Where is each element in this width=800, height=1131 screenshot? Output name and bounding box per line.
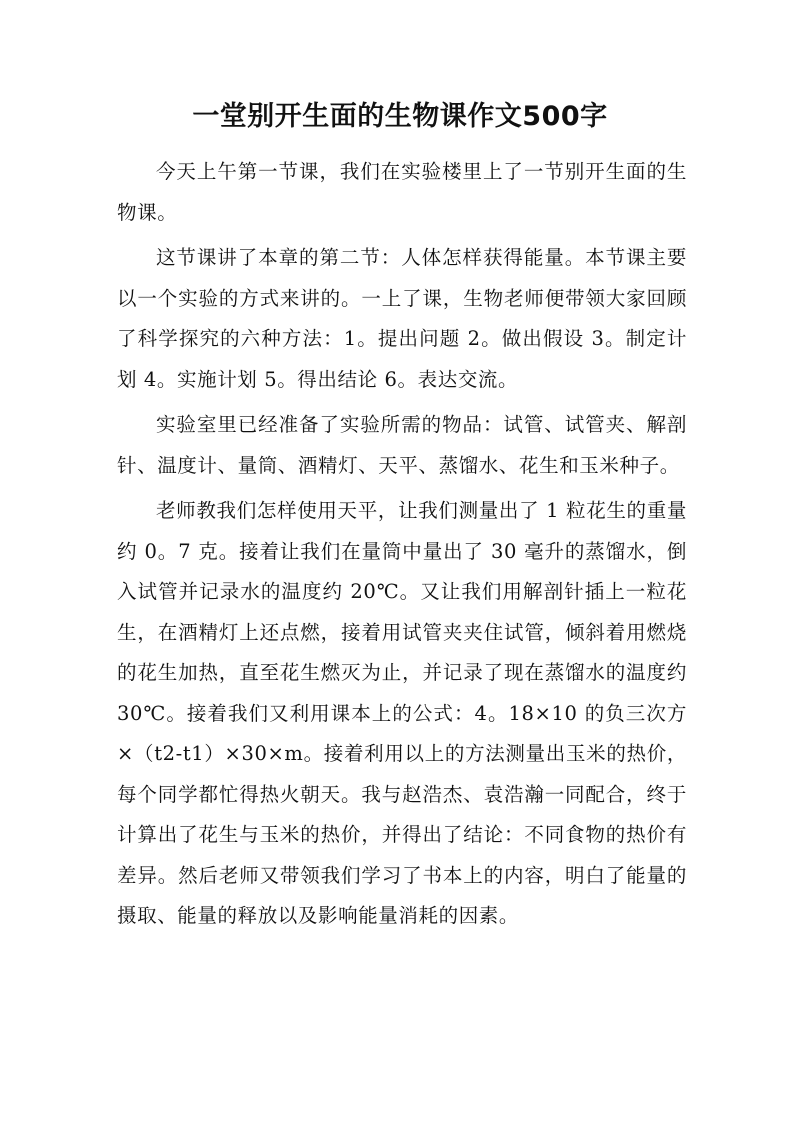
document-title: 一堂别开生面的生物课作文500字 xyxy=(192,101,608,132)
paragraph-intro: 今天上午第一节课，我们在实验楼里上了一节别开生面的生物课。 xyxy=(117,160,687,224)
document-body xyxy=(117,152,687,942)
paragraph-lesson-methods: 这节课讲了本章的第二节：人体怎样获得能量。本节课主要以一个实验的方式来讲的。一上了课，生物老师便带领大家回顾了科学探究的六种方法：1。提出问题 2。做出假设 3。制定计划 4。实施计划 5。得出结论 6。表达交流。 xyxy=(117,246,687,391)
paragraph-experiment: 老师教我们怎样使用天平，让我们测量出了 1 粒花生的重量约 0。7 克。接着让我们在量筒中量出了 30 毫升的蒸馏水，倒入试管并记录水的温度约 20℃。又让我们用解剖针插上一粒花生，在酒精灯上还点燃，接着用试管夹夹住试管，倾斜着用燃烧的花生加热，直至花生燃灭为止，并记录了现在蒸馏水的温度约 30℃。接着我们又利用课本上的公式：4。18×10 的负三次方×（t2-t1）×30×m。接着利用以上的方法测量出玉米的热价，每个同学都忙得热火朝天。我与赵浩杰、袁浩瀚一同配合，终于计算出了花生与玉米的热价，并得出了结论：不同食物的热价有差异。然后老师又带领我们学习了书本上的内容，明白了能量的摄取、能量的释放以及影响能量消耗的因素。 xyxy=(117,499,687,927)
paragraph-lab-materials: 实验室里已经准备了实验所需的物品：试管、试管夹、解剖针、温度计、量筒、酒精灯、天平、蒸馏水、花生和玉米种子。 xyxy=(117,413,687,477)
